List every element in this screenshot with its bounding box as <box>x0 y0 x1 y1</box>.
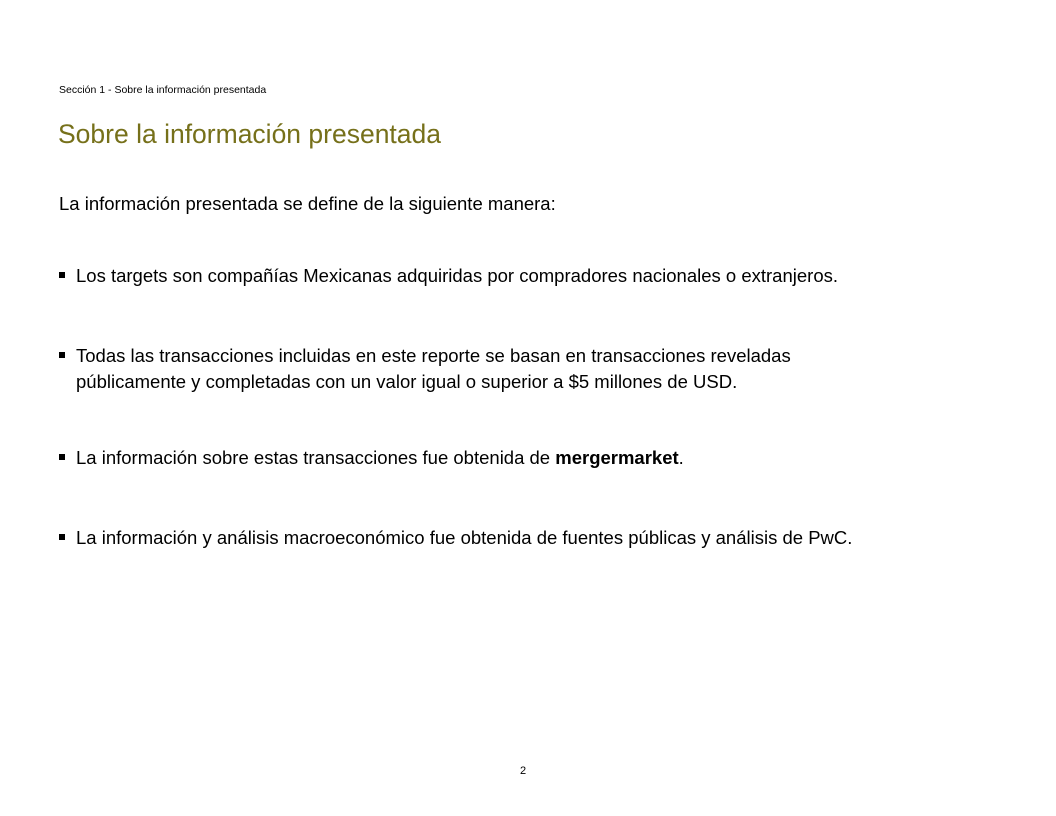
bullet-item-source <box>59 445 1019 471</box>
bullet-text-line-1: Todas las transacciones incluidas en este reporte se basan en transacciones reveladas <box>76 345 791 366</box>
square-bullet-icon <box>59 534 65 540</box>
page-number: 2 <box>519 765 527 777</box>
square-bullet-icon <box>59 352 65 358</box>
section-label: Sección 1 - Sobre la información presentada <box>59 84 267 96</box>
source-name-bold: mergermarket <box>555 447 679 468</box>
bullet-item-transactions <box>59 343 1019 395</box>
bullet-text <box>76 343 1019 395</box>
square-bullet-icon <box>59 272 65 278</box>
bullet-text-line-2: públicamente y completadas con un valor igual o superior a $5 millones de USD. <box>76 371 738 392</box>
bullet-item-targets <box>59 263 1019 289</box>
bullet-text-before: La información sobre estas transacciones fue obtenida de <box>76 447 556 468</box>
page-title: Sobre la información presentada <box>58 119 442 149</box>
bullet-text: La información y análisis macroeconómico fue obtenida de fuentes públicas y análisis de PwC. <box>76 527 853 548</box>
intro-text: La información presentada se define de la siguiente manera: <box>59 193 556 214</box>
bullet-item-macro <box>59 525 1019 551</box>
square-bullet-icon <box>59 454 65 460</box>
bullet-text: Los targets son compañías Mexicanas adquiridas por compradores nacionales o extranjeros. <box>76 265 838 286</box>
bullet-text <box>76 445 1019 471</box>
bullet-text-after: . <box>678 447 684 468</box>
